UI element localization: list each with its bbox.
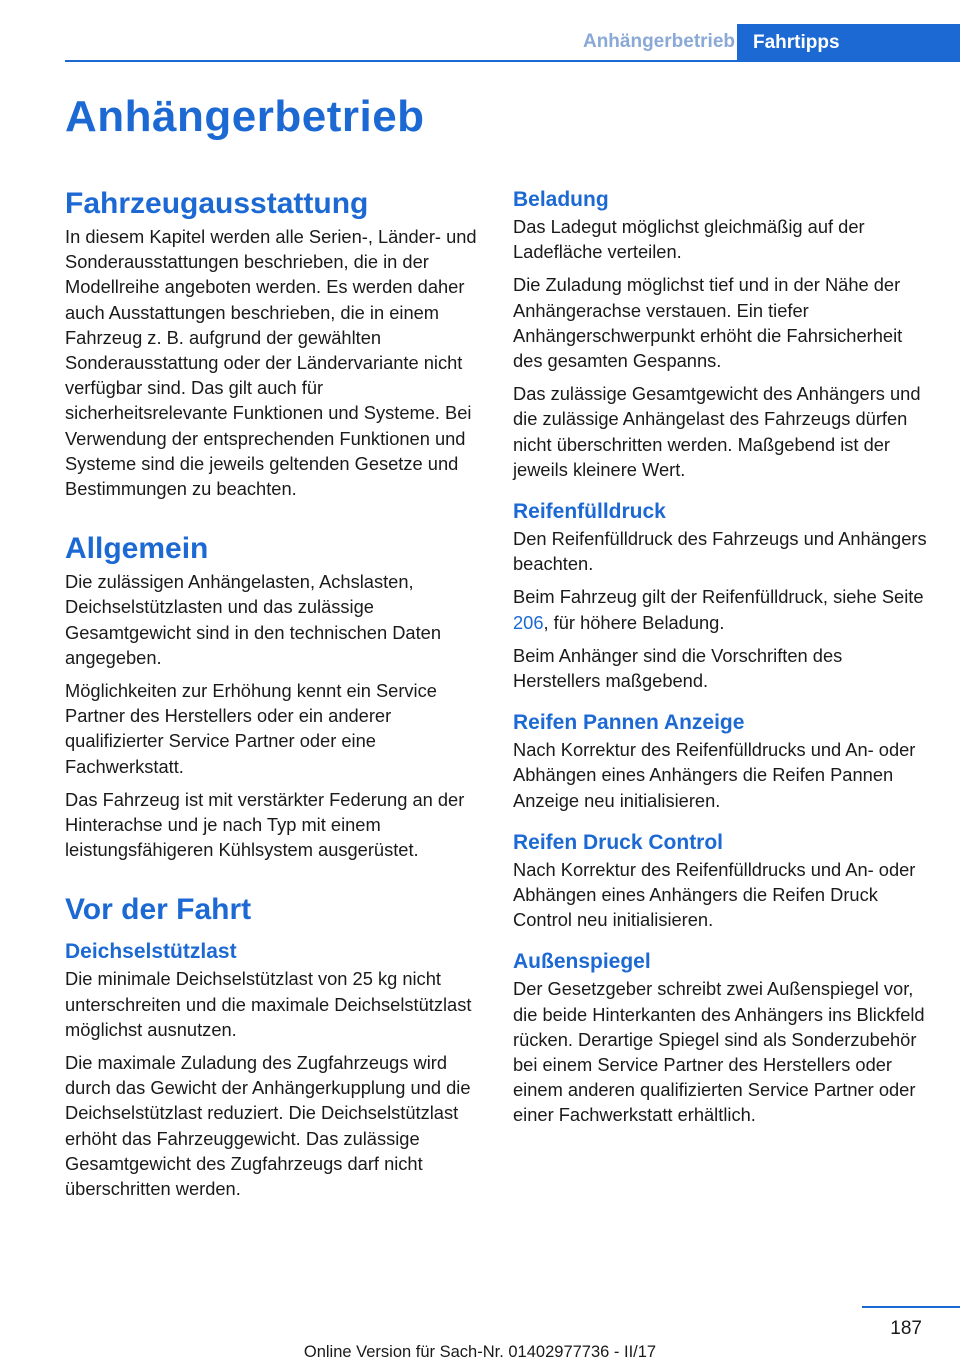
paragraph: Die Zuladung möglichst tief und in der Nähe der Anhängerachse verstauen. Ein tiefer Anhängerschwerpunkt erhöht die Fahrsicherheit des gesamten Gespanns. xyxy=(513,274,903,372)
footer-rule xyxy=(862,1306,960,1308)
left-column xyxy=(65,186,480,1209)
paragraph: Das Fahrzeug ist mit verstärkter Federung an der Hinterachse und je nach Typ mit einem leistungsfähigeren Kühlsystem ausgerüstet. xyxy=(65,788,465,861)
paragraph: Möglichkeiten zur Erhöhung kennt ein Service Partner des Herstellers oder ein anderer qualifizierter Service Partner oder eine Fachwerkstatt. xyxy=(65,680,437,777)
page-number: 187 xyxy=(890,1318,922,1339)
page-title: Anhängerbetrieb xyxy=(65,92,425,141)
paragraph: Beim Anhänger sind die Vorschriften des Herstellers maßgebend. xyxy=(513,644,843,692)
paragraph: Nach Korrektur des Reifenfülldrucks und An- oder Abhängen eines Anhängers die Reifen Pannen Anzeige neu initialisieren. xyxy=(513,739,916,811)
paragraph: In diesem Kapitel werden alle Serien-, Länder- und Sonderausstattungen beschrieben, die in der Modellreihe angeboten werden. Es werden daher auch Ausstattungen beschrieben, die in einem Fahrzeug z. B. aufgrund der gewählten Sonderausstattung oder der Ländervariante nicht verfügbar sind. Das gilt auch für sicherheitsrelevante Funktionen und Systeme. Bei Verwendung der entsprechenden Funktionen und Systeme sind die jeweils geltenden Gesetze und Bestimmungen zu beachten. xyxy=(65,226,477,500)
text-span: Beim Fahrzeug gilt der Reifenfülldruck, siehe Seite xyxy=(513,586,924,608)
page-link[interactable]: 206 xyxy=(513,611,544,633)
paragraph: Das zulässige Gesamtgewicht des Anhängers und die zulässige Anhängelast des Fahrzeugs dürfen nicht überschritten werden. Maßgebend ist der jeweils kleinere Wert. xyxy=(513,383,921,480)
paragraph: Die zulässigen Anhängelasten, Achslasten, Deichselstützlasten und das zulässige Gesamtgewicht sind in den technischen Daten angegeben. xyxy=(65,571,441,668)
heading-allgemein: Allgemein xyxy=(65,532,209,566)
subheading-aussenspiegel: Außenspiegel xyxy=(513,950,651,974)
paragraph: Der Gesetzgeber schreibt zwei Außenspiegel vor, die beide Hinterkanten des Anhängers ins Blickfeld rücken. Derartige Spiegel sind als Sonderzubehör bei einem Service Partner des Herstellers oder einem anderen qualifizierten Service Partner oder einer Fachwerkstatt erhältlich. xyxy=(513,978,925,1126)
header-chapter-tab[interactable]: Fahrtipps xyxy=(737,24,960,62)
paragraph: Die maximale Zuladung des Zugfahrzeugs wird durch das Gewicht der Anhängerkupplung und die Deichselstützlast reduziert. Die Deichselstützlast erhöht das Fahrzeuggewicht. Das zulässige Gesamtgewicht des Zugfahrzeugs darf nicht überschritten werden. xyxy=(65,1052,471,1200)
right-column xyxy=(513,186,928,1136)
paragraph: Die minimale Deichselstützlast von 25 kg nicht unterschreiten und die maximale Deichselstützlast möglichst ausnutzen. xyxy=(65,968,472,1040)
text-span: , für höhere Beladung. xyxy=(543,611,725,633)
paragraph: Den Reifenfülldruck des Fahrzeugs und Anhängers beachten. xyxy=(513,528,927,575)
subheading-deichselstuetzlast: Deichselstützlast xyxy=(65,940,237,964)
footer-version: Online Version für Sach-Nr. 01402977736 - II/17 xyxy=(303,1343,657,1361)
heading-vor-der-fahrt: Vor der Fahrt xyxy=(65,893,252,927)
heading-fahrzeugausstattung: Fahrzeugausstattung xyxy=(65,187,369,220)
subheading-beladung: Beladung xyxy=(513,188,609,211)
paragraph: Das Ladegut möglichst gleichmäßig auf der Ladefläche verteilen. xyxy=(513,216,865,263)
header-section-tab[interactable]: Anhängerbetrieb xyxy=(582,31,735,52)
paragraph: Nach Korrektur des Reifenfülldrucks und An- oder Abhängen eines Anhängers die Reifen Druck Control neu initialisieren. xyxy=(513,858,916,931)
subheading-reifen-pannen-anzeige: Reifen Pannen Anzeige xyxy=(513,711,745,735)
paragraph xyxy=(513,584,928,634)
subheading-reifenfuelldruck: Reifenfülldruck xyxy=(513,500,666,524)
subheading-reifen-druck-control: Reifen Druck Control xyxy=(513,830,724,854)
